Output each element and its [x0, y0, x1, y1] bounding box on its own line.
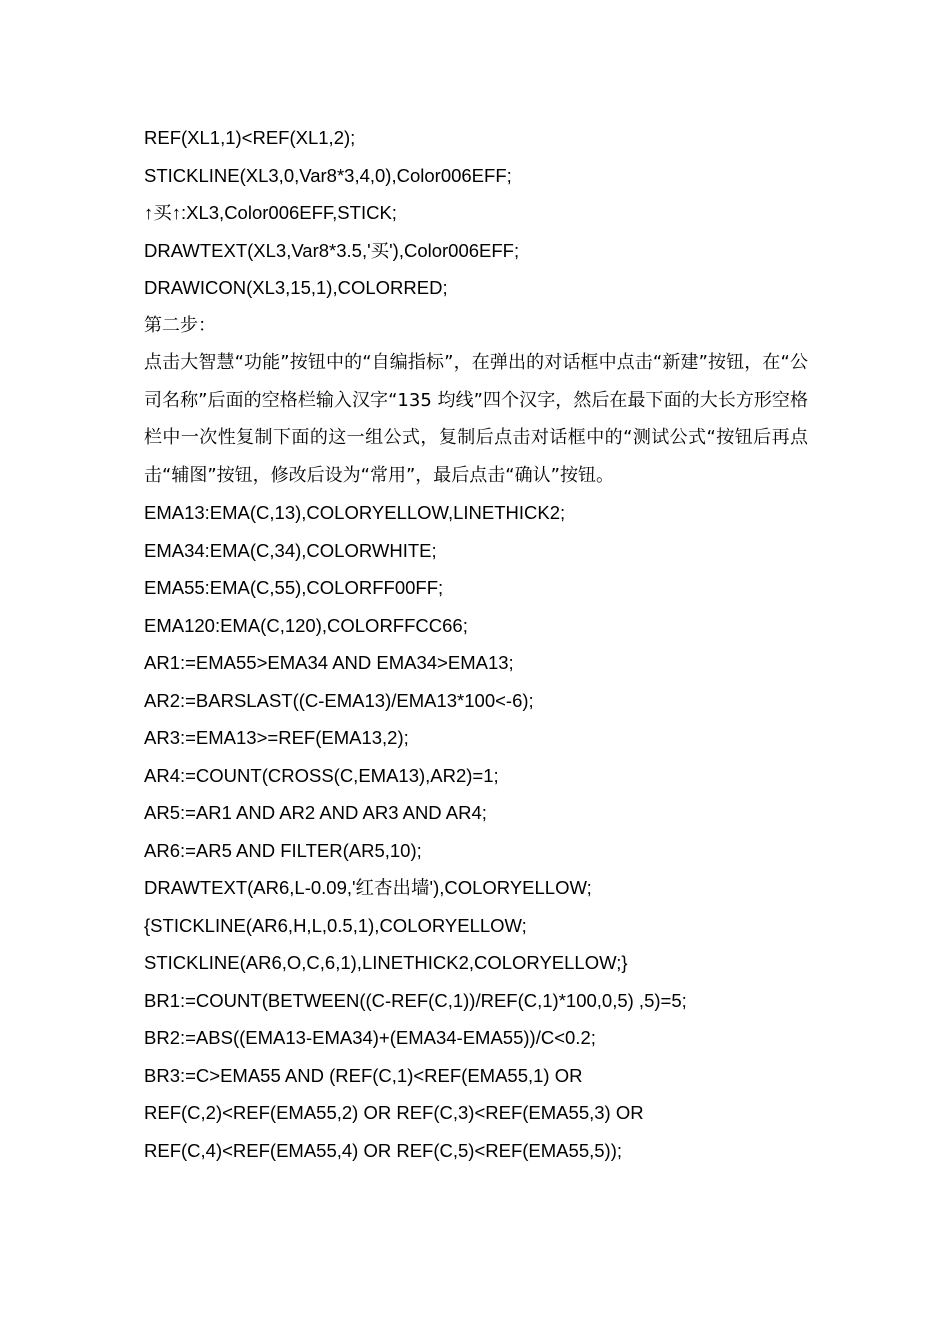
document-body: [144, 119, 814, 1169]
code-line: EMA13:EMA(C,13),COLORYELLOW,LINETHICK2;: [144, 502, 566, 523]
instruction-paragraph: 点击大智慧“功能”按钮中的“自编指标”，在弹出的对话框中点击“新建”按钮，在“公司名称”后面的空格栏输入汉字“135 均线”四个汉字，然后在最下面的大长方形空格栏中一次性复制下面的这一组公式，复制后点击对话框中的“测试公式“按钮后再点击“辅图”按钮，修改后设为“常用”，最后点击“确认”按钮。: [144, 352, 808, 486]
code-line: DRAWTEXT(AR6,L-0.09,'红杏出墙'),COLORYELLOW;: [144, 877, 592, 898]
code-line: ↑买↑:XL3,Color006EFF,STICK;: [144, 202, 397, 223]
code-line: BR1:=COUNT(BETWEEN((C-REF(C,1))/REF(C,1)*100,0,5) ,5)=5;: [144, 989, 687, 1011]
code-line: BR2:=ABS((EMA13-EMA34)+(EMA34-EMA55))/C<0.2;: [144, 1027, 596, 1048]
code-line: AR6:=AR5 AND FILTER(AR5,10);: [144, 839, 422, 861]
code-line: AR1:=EMA55>EMA34 AND EMA34>EMA13;: [144, 652, 514, 673]
code-line: REF(C,4)<REF(EMA55,4) OR REF(C,5)<REF(EMA55,5));: [144, 1139, 622, 1161]
code-line: STICKLINE(XL3,0,Var8*3,4,0),Color006EFF;: [144, 164, 512, 186]
code-line: EMA55:EMA(C,55),COLORFF00FF;: [144, 577, 444, 598]
code-line: STICKLINE(AR6,O,C,6,1),LINETHICK2,COLORYELLOW;}: [144, 952, 628, 973]
code-line: {STICKLINE(AR6,H,L,0.5,1),COLORYELLOW;: [144, 914, 527, 936]
step-heading: 第二步：: [144, 314, 216, 336]
code-line: AR2:=BARSLAST((C-EMA13)/EMA13*100<-6);: [144, 689, 534, 711]
code-line: DRAWTEXT(XL3,Var8*3.5,'买'),Color006EFF;: [144, 239, 520, 261]
code-line: AR3:=EMA13>=REF(EMA13,2);: [144, 727, 409, 748]
code-line: REF(XL1,1)<REF(XL1,2);: [144, 127, 356, 148]
code-line: EMA34:EMA(C,34),COLORWHITE;: [144, 539, 437, 561]
code-line: BR3:=C>EMA55 AND (REF(C,1)<REF(EMA55,1) OR: [144, 1064, 583, 1086]
code-line: DRAWICON(XL3,15,1),COLORRED;: [144, 277, 448, 298]
code-line: REF(C,2)<REF(EMA55,2) OR REF(C,3)<REF(EMA55,3) OR: [144, 1102, 644, 1123]
code-line: EMA120:EMA(C,120),COLORFFCC66;: [144, 614, 468, 636]
code-line: AR5:=AR1 AND AR2 AND AR3 AND AR4;: [144, 802, 487, 823]
code-line: AR4:=COUNT(CROSS(C,EMA13),AR2)=1;: [144, 764, 499, 786]
